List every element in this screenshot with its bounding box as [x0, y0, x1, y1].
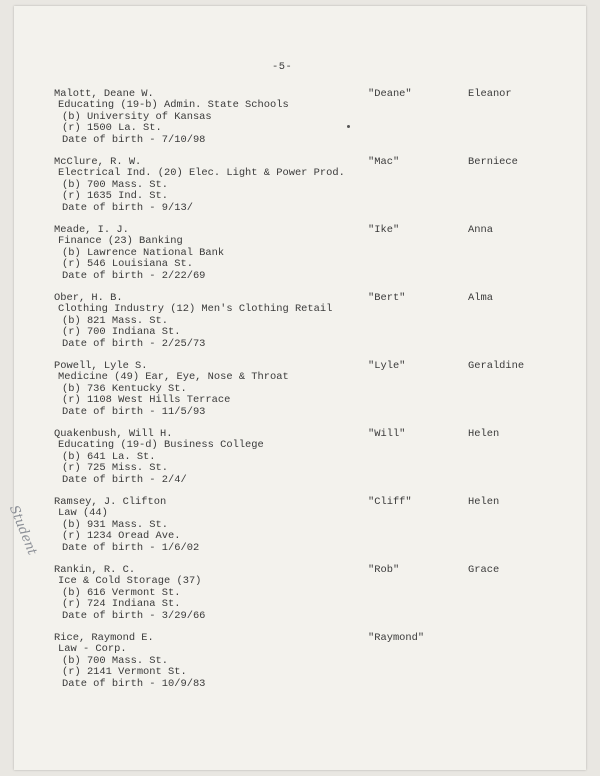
member-business-address: (b) 931 Mass. St. — [62, 518, 169, 531]
member-business-address: (b) Lawrence National Bank — [62, 246, 225, 259]
member-name: Quakenbush, Will H. — [54, 428, 173, 440]
member-occupation: Medicine (49) Ear, Eye, Nose & Throat — [58, 371, 289, 384]
member-name: Rice, Raymond E. — [54, 632, 154, 644]
member-occupation: Ice & Cold Storage (37) — [58, 575, 202, 588]
member-residence-address: (r) 546 Louisiana St. — [62, 258, 193, 271]
member-residence-address: (r) 2141 Vermont St. — [62, 666, 187, 679]
member-birth-date: Date of birth - 2/25/73 — [62, 337, 206, 350]
member-residence-address: (r) 1108 West Hills Terrace — [62, 394, 231, 407]
member-birth-date: Date of birth - 9/13/ — [62, 201, 193, 214]
member-entry — [54, 361, 554, 418]
member-birth-date: Date of birth - 10/9/83 — [62, 677, 206, 690]
member-name: Powell, Lyle S. — [54, 360, 148, 372]
member-entry — [54, 89, 554, 146]
member-nickname: "Cliff" — [368, 496, 412, 508]
member-residence-address: (r) 1500 La. St. — [62, 122, 162, 135]
member-occupation: Clothing Industry (12) Men's Clothing Retail — [58, 303, 333, 316]
member-entry — [54, 225, 554, 282]
member-nickname: "Rob" — [368, 564, 400, 576]
member-nickname: "Bert" — [368, 292, 406, 304]
member-nickname: "Ike" — [368, 224, 400, 236]
member-name: Rankin, R. C. — [54, 564, 136, 576]
member-birth-date: Date of birth - 3/29/66 — [62, 609, 206, 622]
member-business-address: (b) 616 Vermont St. — [62, 586, 181, 599]
member-residence-address: (r) 1234 Oread Ave. — [62, 530, 181, 543]
member-nickname: "Will" — [368, 428, 406, 440]
member-name: Meade, I. J. — [54, 224, 129, 236]
handwritten-margin-note: Student — [5, 503, 40, 558]
member-business-address: (b) 700 Mass. St. — [62, 654, 169, 667]
page-number: -5- — [272, 61, 293, 73]
member-spouse: Anna — [468, 224, 493, 236]
member-spouse: Eleanor — [468, 88, 512, 100]
member-nickname: "Mac" — [368, 156, 400, 168]
member-name: Ober, H. B. — [54, 292, 123, 304]
member-occupation: Law - Corp. — [58, 643, 127, 656]
member-residence-address: (r) 700 Indiana St. — [62, 326, 181, 339]
member-occupation: Educating (19-d) Business College — [58, 439, 264, 452]
member-occupation: Electrical Ind. (20) Elec. Light & Power Prod. — [58, 167, 345, 180]
member-entry — [54, 293, 554, 350]
member-name: Ramsey, J. Clifton — [54, 496, 167, 508]
member-business-address: (b) 700 Mass. St. — [62, 178, 169, 191]
member-birth-date: Date of birth - 7/10/98 — [62, 133, 206, 146]
member-spouse: Helen — [468, 496, 500, 508]
member-entry — [54, 429, 554, 486]
member-spouse: Berniece — [468, 156, 518, 168]
member-spouse: Helen — [468, 428, 500, 440]
member-spouse: Geraldine — [468, 360, 525, 372]
member-birth-date: Date of birth - 2/22/69 — [62, 269, 206, 282]
member-occupation: Law (44) — [58, 507, 108, 520]
member-business-address: (b) University of Kansas — [62, 110, 212, 123]
member-occupation: Educating (19-b) Admin. State Schools — [58, 99, 289, 112]
member-business-address: (b) 821 Mass. St. — [62, 314, 169, 327]
document-page — [5, 6, 586, 770]
member-nickname: "Deane" — [368, 88, 412, 100]
member-entry — [54, 565, 554, 622]
member-nickname: "Raymond" — [368, 632, 425, 644]
member-residence-address: (r) 724 Indiana St. — [62, 598, 181, 611]
member-name: Malott, Deane W. — [54, 88, 154, 100]
member-spouse: Grace — [468, 564, 500, 576]
member-birth-date: Date of birth - 1/6/02 — [62, 541, 200, 554]
member-occupation: Finance (23) Banking — [58, 235, 183, 248]
member-residence-address: (r) 725 Miss. St. — [62, 462, 169, 475]
member-business-address: (b) 736 Kentucky St. — [62, 382, 187, 395]
member-birth-date: Date of birth - 2/4/ — [62, 473, 187, 486]
member-entry — [54, 497, 554, 554]
member-entry — [54, 633, 554, 690]
member-residence-address: (r) 1635 Ind. St. — [62, 190, 169, 203]
member-birth-date: Date of birth - 11/5/93 — [62, 405, 206, 418]
member-nickname: "Lyle" — [368, 360, 406, 372]
member-entry — [54, 157, 554, 214]
member-spouse: Alma — [468, 292, 493, 304]
member-name: McClure, R. W. — [54, 156, 142, 168]
member-business-address: (b) 641 La. St. — [62, 450, 156, 463]
